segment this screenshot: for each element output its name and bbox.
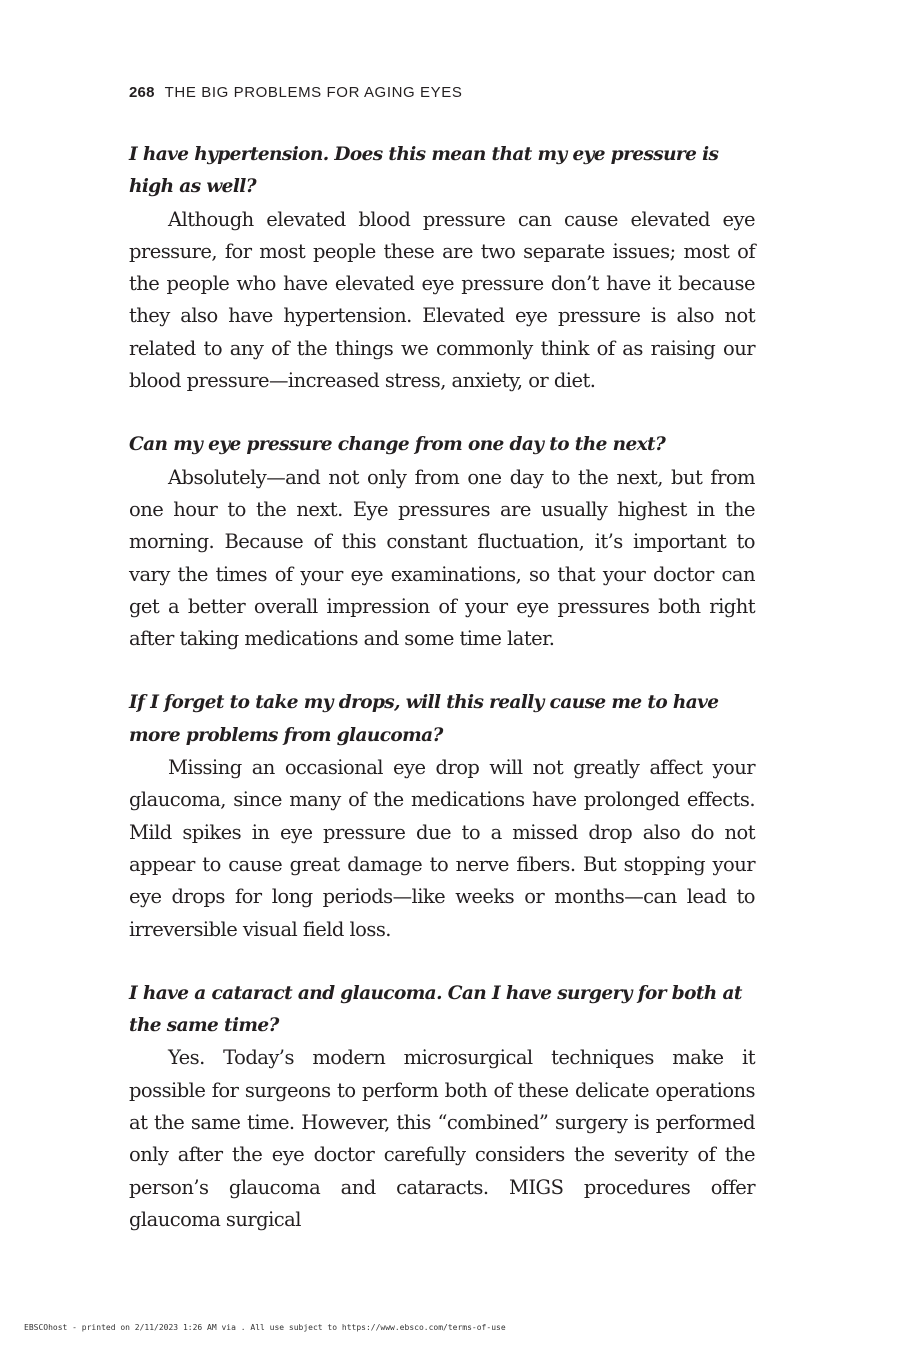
answer-paragraph: Although elevated blood pressure can cause elevated eye pressure, for most people these are two separate issues; most of the people who have elevated eye pressure don’t have it because they also have hypertension. Elevated eye pressure is also not related to any of the things we commonly think of as raising our blood pressure—increased stress, anxiety, or diet. [129, 207, 755, 393]
page-number: 268 [129, 84, 155, 101]
running-header [129, 84, 462, 101]
qa-section [129, 687, 755, 945]
print-footer: EBSCOhost - printed on 2/11/2023 1:26 AM via . All use subject to https://www.ebsco.com/terms-of-use [24, 1323, 506, 1332]
question-heading: If I forget to take my drops, will this really cause me to have more problems from glaucoma? [129, 692, 719, 746]
answer-paragraph: Missing an occasional eye drop will not greatly affect your glaucoma, since many of the medications have prolonged effects. Mild spikes in eye pressure due to a missed drop also do not appear to cause great damage to nerve fibers. But stopping your eye drops for long periods—like weeks or months—can lead to irreversible visual field loss. [129, 756, 755, 941]
qa-section [129, 139, 755, 397]
answer-paragraph: Absolutely—and not only from one day to the next, but from one hour to the next. Eye pressures are usually highest in the morning. Because of this constant fluctuation, it’s important to vary the times of your eye examinations, so that your doctor can get a better overall impression of your eye pressures both right after taking medications and some time later. [129, 465, 755, 651]
page-body [129, 139, 755, 1236]
qa-section [129, 978, 755, 1236]
question-heading: I have a cataract and glaucoma. Can I have surgery for both at the same time? [129, 982, 742, 1037]
question-heading: I have hypertension. Does this mean that my eye pressure is high as well? [129, 144, 719, 198]
book-page [129, 0, 755, 1350]
running-title: THE BIG PROBLEMS FOR AGING EYES [164, 84, 463, 101]
answer-paragraph: Yes. Today’s modern microsurgical techniques make it possible for surgeons to perform both of these delicate operations at the same time. However, this “combined” surgery is performed only after the eye doctor carefully considers the severity of the person’s glaucoma and cataracts. MIGS procedures offer glaucoma surgical [129, 1046, 755, 1231]
qa-section [129, 429, 755, 655]
question-heading: Can my eye pressure change from one day to the next? [129, 434, 666, 456]
